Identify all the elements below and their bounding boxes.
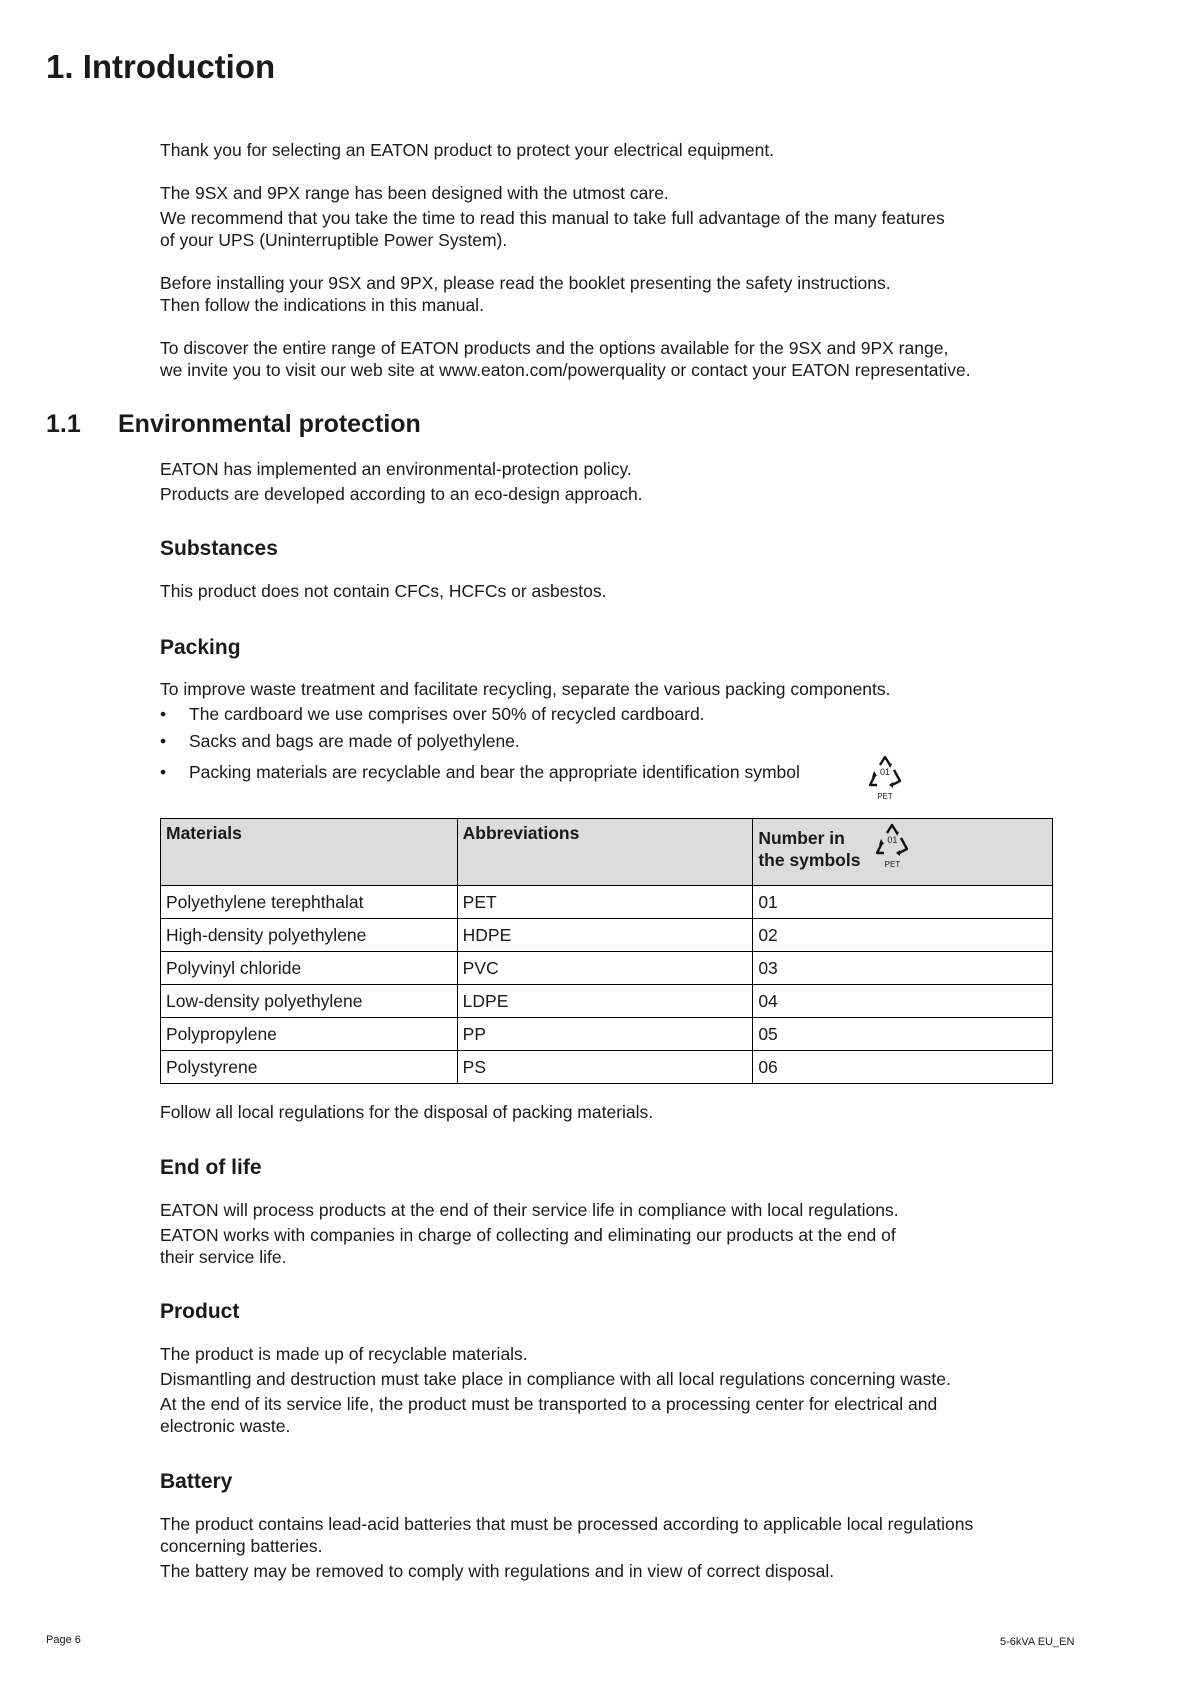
table-row: [161, 985, 1053, 1018]
table-cell: 06: [753, 1051, 1053, 1084]
packing-heading: Packing: [160, 636, 241, 659]
battery-heading: Battery: [160, 1470, 233, 1493]
table-row: [161, 886, 1053, 919]
battery-line-1: The product contains lead-acid batteries that must be processed according to applicable local regulations: [160, 1514, 974, 1534]
page-title: 1. Introduction: [46, 48, 276, 85]
substances-text: This product does not contain CFCs, HCFCs or asbestos.: [160, 581, 607, 601]
footer-page-number: Page 6: [46, 1634, 81, 1646]
recycle-symbol-code: 01: [879, 767, 890, 777]
table-cell: 01: [753, 886, 1053, 919]
intro-line-4b: we invite you to visit our web site at www.eaton.com/powerquality or contact your EATON representative.: [160, 360, 971, 380]
packing-bullet-list: [160, 703, 1090, 783]
bullet-marker: •: [160, 731, 167, 751]
table-row: [161, 919, 1053, 952]
list-item-text: Sacks and bags are made of polyethylene.: [189, 731, 520, 751]
table-cell: 02: [753, 919, 1053, 952]
battery-line-3: The battery may be removed to comply with regulations and in view of correct disposal.: [160, 1561, 835, 1581]
table-cell: HDPE: [457, 919, 753, 952]
materials-table: [160, 818, 1053, 1084]
table-cell: 04: [753, 985, 1053, 1018]
intro-line-2b: We recommend that you take the time to read this manual to take full advantage of the many features: [160, 208, 945, 228]
table-cell: Polystyrene: [161, 1051, 458, 1084]
packing-intro: To improve waste treatment and facilitate recycling, separate the various packing components.: [160, 679, 891, 699]
product-line-4: electronic waste.: [160, 1416, 291, 1436]
table-cell: Polyvinyl chloride: [161, 952, 458, 985]
battery-line-2: concerning batteries.: [160, 1536, 323, 1556]
recycle-symbol-label: PET: [884, 860, 901, 869]
end-of-life-line-1: EATON will process products at the end of their service life in compliance with local regulations.: [160, 1200, 899, 1220]
header-number-line-1: Number in: [758, 828, 845, 848]
table-cell: 03: [753, 952, 1053, 985]
recycle-symbol-code: 01: [887, 835, 898, 845]
list-item: [160, 761, 1090, 783]
end-of-life-line-3: their service life.: [160, 1247, 287, 1267]
section-paragraph-2: Products are developed according to an eco-design approach.: [160, 484, 643, 504]
table-cell: Polypropylene: [161, 1018, 458, 1051]
intro-line-2c: of your UPS (Uninterruptible Power System).: [160, 230, 508, 250]
table-cell: LDPE: [457, 985, 753, 1018]
table-cell: PVC: [457, 952, 753, 985]
header-abbreviations: Abbreviations: [457, 819, 753, 886]
end-of-life-heading: End of life: [160, 1156, 262, 1179]
product-line-3: At the end of its service life, the product must be transported to a processing center for electrical and: [160, 1394, 938, 1414]
recycle-symbol-icon: [874, 823, 910, 869]
list-item: [160, 703, 1090, 730]
intro-line-3a: Before installing your 9SX and 9PX, please read the booklet presenting the safety instructions.: [160, 273, 891, 293]
section-number: 1.1: [46, 410, 81, 438]
header-materials: Materials: [161, 819, 458, 886]
bullet-marker: •: [160, 704, 167, 724]
table-cell: PET: [457, 886, 753, 919]
table-cell: Polyethylene terephthalat: [161, 886, 458, 919]
header-number-in-symbols: [753, 819, 1053, 886]
table-row: [161, 1051, 1053, 1084]
recycle-symbol-icon: [867, 755, 903, 805]
table-cell: Low-density polyethylene: [161, 985, 458, 1018]
intro-line-3b: Then follow the indications in this manual.: [160, 295, 484, 315]
product-line-2: Dismantling and destruction must take place in compliance with all local regulations concerning waste.: [160, 1369, 951, 1389]
table-cell: PS: [457, 1051, 753, 1084]
table-cell: High-density polyethylene: [161, 919, 458, 952]
table-row: [161, 1018, 1053, 1051]
section-title: Environmental protection: [118, 410, 421, 438]
list-item-text: Packing materials are recyclable and bear the appropriate identification symbol: [189, 762, 800, 782]
intro-line-2a: The 9SX and 9PX range has been designed with the utmost care.: [160, 183, 669, 203]
list-item: [160, 730, 1090, 761]
header-number-line-2: the symbols: [758, 850, 861, 870]
list-item-text: The cardboard we use comprises over 50% of recycled cardboard.: [189, 704, 705, 724]
section-paragraph-1: EATON has implemented an environmental-protection policy.: [160, 459, 632, 479]
intro-paragraph-1: Thank you for selecting an EATON product to protect your electrical equipment.: [160, 140, 775, 160]
intro-line-4a: To discover the entire range of EATON products and the options available for the 9SX and 9PX range,: [160, 338, 949, 358]
table-header-row: [161, 819, 1053, 886]
table-row: [161, 952, 1053, 985]
product-line-1: The product is made up of recyclable materials.: [160, 1344, 528, 1364]
footer-document-code: 5-6kVA EU_EN: [1000, 1636, 1075, 1648]
end-of-life-line-2: EATON works with companies in charge of collecting and eliminating our products at the end of: [160, 1225, 896, 1245]
recycle-symbol-label: PET: [877, 792, 893, 801]
table-cell: 05: [753, 1018, 1053, 1051]
product-heading: Product: [160, 1300, 240, 1323]
bullet-marker: •: [160, 762, 167, 782]
table-cell: PP: [457, 1018, 753, 1051]
packing-disposal-note: Follow all local regulations for the disposal of packing materials.: [160, 1102, 654, 1122]
substances-heading: Substances: [160, 537, 278, 560]
